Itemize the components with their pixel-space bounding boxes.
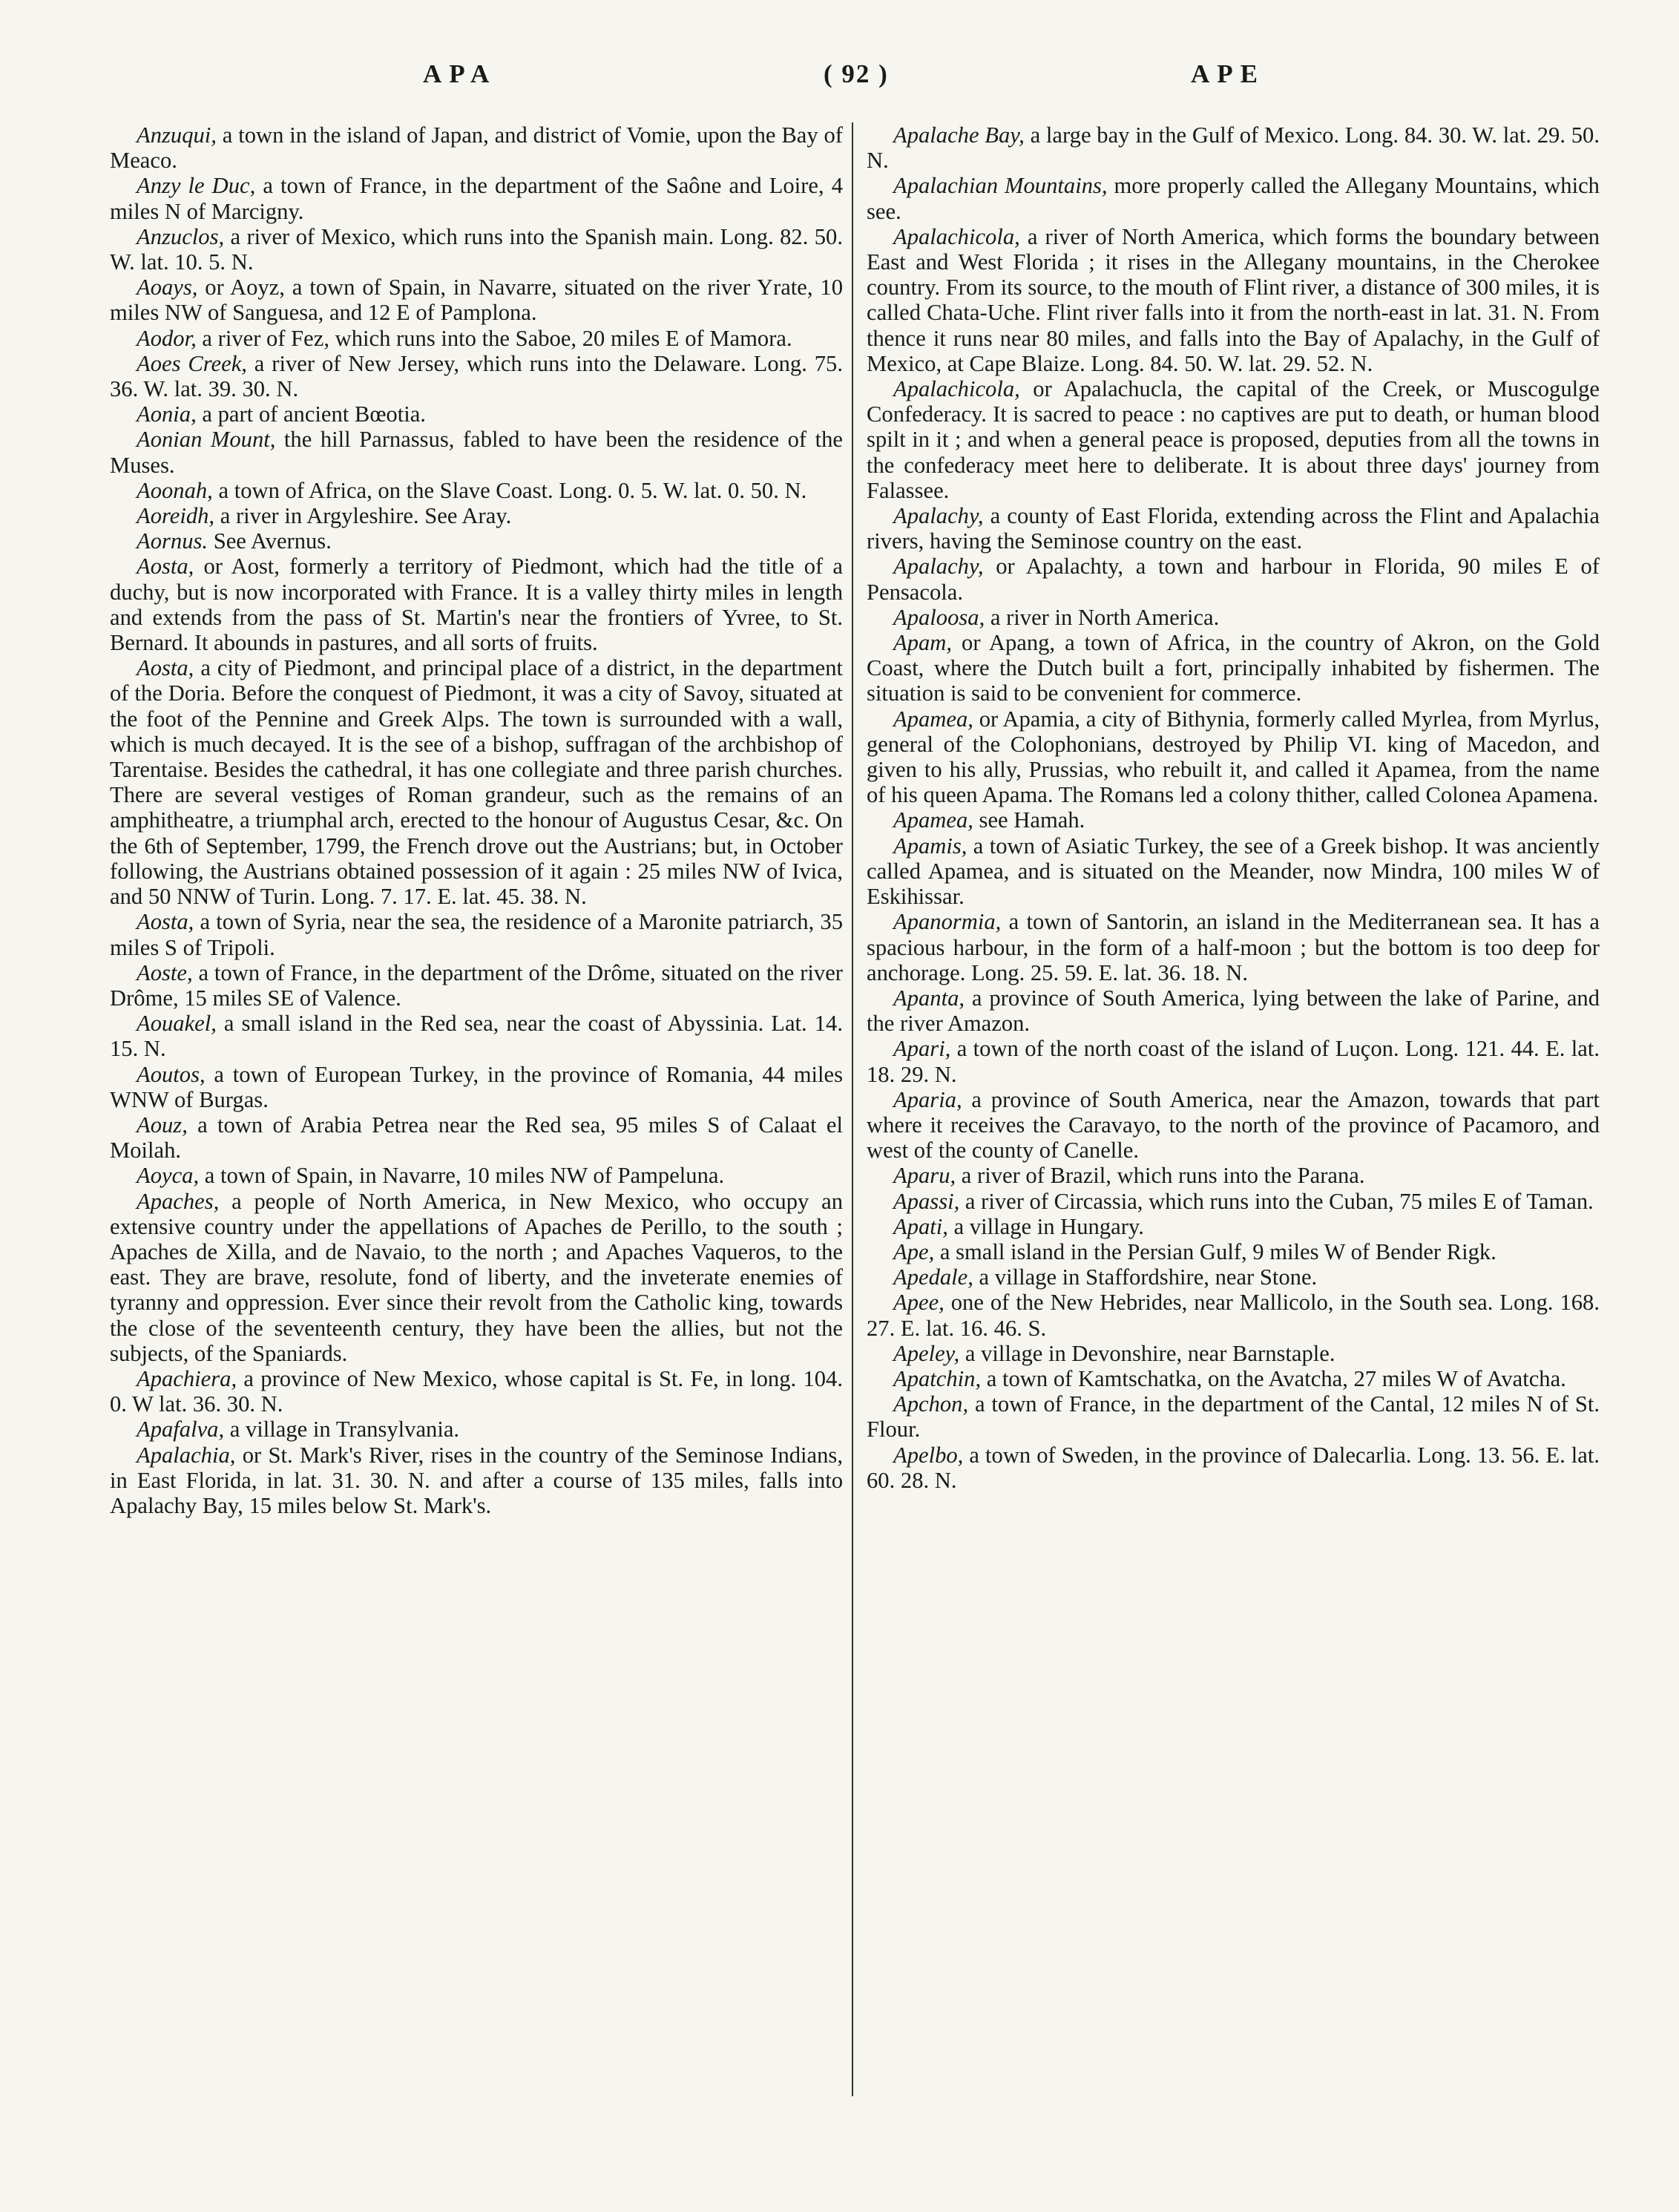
dictionary-entry [110, 401, 843, 427]
dictionary-entry [867, 122, 1600, 173]
dictionary-entry [110, 655, 843, 909]
entry-text: a river of Fez, which runs into the Saboe, 20 miles E of Mamora. [196, 325, 792, 351]
entry-text: a town of France, in the department of the Saône and Loire, 4 miles N of Marcigny. [110, 173, 843, 224]
dictionary-entry [867, 503, 1600, 554]
left-column [110, 122, 843, 1518]
entry-text: a town of France, in the department of the Cantal, 12 miles N of St. Flour. [867, 1391, 1600, 1443]
entry-headword: Apam, [893, 630, 953, 656]
entry-text: a town of Spain, in Navarre, 10 miles NW of Pampeluna. [199, 1163, 725, 1189]
entry-headword: Apari, [893, 1036, 951, 1062]
dictionary-entry [110, 503, 843, 528]
entry-text: a town of France, in the department of the Drôme, situated on the river Drôme, 15 miles SE of Valence. [110, 959, 843, 1011]
entry-text: a small island in the Persian Gulf, 9 miles W of Bender Rigk. [934, 1238, 1496, 1264]
entry-text: a province of South America, near the Amazon, towards that part where it receives the Caravayo, to the north of the province of Pacamoro, and west of the county of Canelle. [867, 1086, 1600, 1164]
dictionary-entry [867, 224, 1600, 376]
entry-headword: Aoes Creek, [137, 350, 247, 376]
dictionary-entry [110, 122, 843, 173]
dictionary-entry [110, 528, 843, 554]
entry-headword: Apelbo, [893, 1442, 964, 1468]
dictionary-entry [110, 1443, 843, 1519]
entry-text: a province of New Mexico, whose capital is St. Fe, in long. 104. 0. W lat. 36. 30. N. [110, 1365, 843, 1417]
dictionary-entry [110, 326, 843, 351]
entry-headword: Aonia, [137, 401, 197, 427]
entry-headword: Aoreidh, [137, 503, 215, 529]
entry-headword: Aparu, [893, 1163, 956, 1189]
entry-headword: Aoyca, [137, 1163, 200, 1189]
dictionary-entry [867, 807, 1600, 833]
entry-text: a town of Kamtschatka, on the Avatcha, 27 miles W of Avatcha. [981, 1365, 1566, 1391]
entry-text: a village in Staffordshire, near Stone. [973, 1264, 1318, 1290]
entry-text: a river of New Jersey, which runs into the Delaware. Long. 75. 36. W. lat. 39. 30. N. [110, 350, 843, 402]
entry-text: see Hamah. [973, 807, 1085, 833]
dictionary-entry [110, 275, 843, 325]
entry-headword: Aosta, [137, 909, 194, 935]
entry-text: a town of Syria, near the sea, the residence of a Maronite patriarch, 35 miles S of Tripoli. [110, 909, 843, 960]
entry-headword: Apaloosa, [893, 604, 985, 630]
entry-headword: Apanormia, [893, 909, 1002, 935]
entry-text: a large bay in the Gulf of Mexico. Long. 84. 30. W. lat. 29. 50. N. [867, 122, 1600, 174]
entry-text: See Avernus. [208, 528, 332, 554]
page-number: ( 92 ) [824, 59, 889, 88]
entry-headword: Apamea, [893, 706, 973, 732]
entry-text: more properly called the Allegany Mountains, which see. [867, 173, 1600, 224]
dictionary-entry [867, 554, 1600, 604]
dictionary-entry [110, 909, 843, 959]
entry-text: a town of Santorin, an island in the Mediterranean sea. It has a spacious harbour, in the form of a half-moon ; but the bottom is too deep for anchorage. Long. 25. 59. E. lat. 36. 18. N. [867, 909, 1600, 985]
dictionary-entry [110, 554, 843, 655]
dictionary-entry [110, 1062, 843, 1112]
entry-text: or Apalachucla, the capital of the Creek, or Muscogulge Confederacy. It is sacred to peace : no captives are put to death, or human blood spilt in it ; and when a general peace is proposed, deputies from all the towns in the confederacy meet here to deliberate. It is about three days' journey from Falassee. [867, 376, 1600, 503]
right-column [867, 122, 1600, 1493]
entry-headword: Anzy le Duc, [137, 173, 256, 199]
entry-headword: Apalachicola, [893, 223, 1020, 249]
entry-text: a river of Circassia, which runs into the Cuban, 75 miles E of Taman. [959, 1188, 1594, 1214]
entry-text: a river of North America, which forms the boundary between East and West Florida ; it rises in the Allegany mountains, in the Cherokee country. From its source, to the mouth of Flint river, a distance of 300 miles, it is called Chata-Uche. Flint river falls into it from the north-east in lat. 31. N. From thence it runs near 80 miles, and falls into the Bay of Apalachy, in the Gulf of Mexico, at Cape Blaize. Long. 84. 50. W. lat. 29. 52. N. [867, 223, 1600, 376]
dictionary-entry [867, 173, 1600, 223]
entry-text: a part of ancient Bœotia. [196, 401, 426, 427]
entry-text: a river of Mexico, which runs into the Spanish main. Long. 82. 50. W. lat. 10. 5. N. [110, 223, 843, 275]
dictionary-entry [867, 1214, 1600, 1239]
entry-headword: Apanta, [893, 985, 965, 1011]
entry-text: or St. Mark's River, rises in the country of the Seminose Indians, in East Florida, in lat. 31. 30. N. and after a course of 135 miles, falls into Apalachy Bay, 15 miles below St. Mark's. [110, 1442, 843, 1518]
entry-headword: Aosta, [137, 655, 194, 681]
running-head-left: APA [423, 59, 497, 88]
entry-headword: Anzuqui, [137, 122, 217, 148]
dictionary-entry [867, 1290, 1600, 1340]
dictionary-entry [867, 706, 1600, 808]
entry-text: or Apalachty, a town and harbour in Florida, 90 miles E of Pensacola. [867, 554, 1600, 605]
entry-headword: Apalachicola, [893, 376, 1020, 402]
dictionary-entry [867, 1163, 1600, 1188]
entry-headword: Apalachia, [137, 1442, 236, 1468]
dictionary-entry [110, 1112, 843, 1163]
dictionary-entry [867, 1366, 1600, 1391]
entry-headword: Aouz, [137, 1112, 188, 1138]
entry-text: a river of Brazil, which runs into the Parana. [956, 1163, 1365, 1189]
dictionary-entry [110, 478, 843, 503]
column-divider [852, 122, 853, 2096]
entry-headword: Apchon, [893, 1391, 969, 1417]
dictionary-entry [110, 1011, 843, 1061]
entry-text: a province of South America, lying between the lake of Parine, and the river Amazon. [867, 985, 1600, 1037]
entry-text: a town in the island of Japan, and district of Vomie, upon the Bay of Meaco. [110, 122, 843, 174]
entry-headword: Aonian Mount, [137, 427, 276, 453]
entry-text: or Aoyz, a town of Spain, in Navarre, situated on the river Yrate, 10 miles NW of Sanguesa, and 12 E of Pamplona. [110, 275, 843, 326]
dictionary-entry [867, 1443, 1600, 1493]
entry-headword: Apatchin, [893, 1365, 982, 1391]
entry-headword: Apalachy, [893, 503, 984, 529]
entry-headword: Aornus. [137, 528, 208, 554]
entry-headword: Apalachian Mountains, [893, 173, 1108, 199]
entry-text: or Apamia, a city of Bithynia, formerly called Myrlea, from Myrlus, general of the Colophonians, destroyed by Philip VI. king of Macedon, and given to his ally, Prussias, who rebuilt it, and called it Apamea, from the name of his queen Apama. The Romans led a colony thither, called Colonea Apamena. [867, 706, 1600, 808]
dictionary-entry [867, 376, 1600, 503]
dictionary-entry [110, 224, 843, 275]
dictionary-entry [867, 1341, 1600, 1366]
dictionary-entry [110, 1189, 843, 1366]
entry-headword: Aodor, [137, 325, 197, 351]
dictionary-entry [867, 630, 1600, 706]
entry-headword: Apassi, [893, 1188, 960, 1214]
entry-headword: Apaches, [137, 1188, 220, 1214]
entry-text: one of the New Hebrides, near Mallicolo, in the South sea. Long. 168. 27. E. lat. 16. 46. S. [867, 1290, 1600, 1341]
entry-headword: Apachiera, [137, 1365, 237, 1391]
dictionary-entry [867, 1087, 1600, 1164]
entry-headword: Aoays, [137, 275, 198, 301]
entry-headword: Aparia, [893, 1086, 962, 1112]
entry-text: a river in North America. [985, 604, 1220, 630]
dictionary-entry [110, 1163, 843, 1188]
entry-text: a town of Sweden, in the province of Dalecarlia. Long. 13. 56. E. lat. 60. 28. N. [867, 1442, 1600, 1493]
dictionary-entry [110, 1417, 843, 1442]
entry-headword: Aouakel, [137, 1011, 217, 1037]
running-head-right: APE [1191, 59, 1265, 88]
entry-text: a town of Arabia Petrea near the Red sea, 95 miles S of Calaat el Moilah. [110, 1112, 843, 1164]
entry-headword: Aoutos, [137, 1061, 206, 1087]
dictionary-entry [110, 351, 843, 401]
dictionary-entry [867, 605, 1600, 630]
dictionary-entry [867, 1189, 1600, 1214]
entry-headword: Apedale, [893, 1264, 973, 1290]
entry-text: the hill Parnassus, fabled to have been the residence of the Muses. [110, 427, 843, 478]
entry-text: or Aost, formerly a territory of Piedmont, which had the title of a duchy, but is now incorporated with France. It is a valley thirty miles in length and extends from the pass of St. Martin's near the frontiers of Yvree, to St. Bernard. It abounds in pastures, and all sorts of fruits. [110, 554, 843, 656]
entry-text: a river in Argyleshire. See Aray. [214, 503, 512, 529]
dictionary-entry [110, 427, 843, 477]
entry-text: a town of Asiatic Turkey, the see of a Greek bishop. It was anciently called Apamea, and is situated on the Meander, now Mindra, 100 miles W of Eskihissar. [867, 833, 1600, 910]
entry-text: a small island in the Red sea, near the coast of Abyssinia. Lat. 14. 15. N. [110, 1011, 843, 1062]
dictionary-entry [110, 960, 843, 1011]
dictionary-entry [110, 1366, 843, 1417]
entry-headword: Apalache Bay, [893, 122, 1025, 148]
entry-headword: Aoonah, [137, 477, 213, 503]
entry-headword: Aoste, [137, 959, 193, 985]
dictionary-entry [110, 173, 843, 223]
entry-text: a county of East Florida, extending across the Flint and Apalachia rivers, having the Seminose country on the east. [867, 503, 1600, 554]
entry-headword: Apamea, [893, 807, 973, 833]
dictionary-entry [867, 1391, 1600, 1442]
entry-headword: Apati, [893, 1213, 948, 1239]
entry-headword: Ape, [893, 1238, 935, 1264]
dictionary-entry [867, 1036, 1600, 1086]
entry-headword: Anzuclos, [137, 223, 225, 249]
entry-text: a city of Piedmont, and principal place of a district, in the department of the Doria. Before the conquest of Piedmont, it was a city of Savoy, situated at the foot of the Pennine and Greek Alps. The town is surrounded with a wall, which is much decayed. It is the see of a bishop, suffragan of the archbishop of Tarentaise. Besides the cathedral, it has one collegiate and three parish churches. There are several vestiges of Roman grandeur, such as the remains of an amphitheatre, a triumphal arch, erected to the honour of Augustus Cesar, &c. On the 6th of September, 1799, the French drove out the Austrians; but, in October following, the Austrians obtained possession of it again : 25 miles NW of Ivica, and 50 NNW of Turin. Long. 7. 17. E. lat. 45. 38. N. [110, 655, 843, 910]
entry-text: a village in Hungary. [947, 1213, 1144, 1239]
dictionary-entry [867, 833, 1600, 910]
entry-text: or Apang, a town of Africa, in the country of Akron, on the Gold Coast, where the Dutch built a fort, principally inhabited by fishermen. The situation is said to be convenient for commerce. [867, 630, 1600, 706]
dictionary-entry [867, 909, 1600, 985]
entry-headword: Apamis, [893, 833, 967, 859]
entry-text: a people of North America, in New Mexico, who occupy an extensive country under the appellations of Apaches de Perillo, to the south ; Apaches de Xilla, and de Navaio, to the north ; and Apaches Vaqueros, to the east. They are brave, resolute, fond of liberty, and the inveterate enemies of tyranny and oppression. Ever since their revolt from the Catholic king, towards the close of the seventeenth century, they have been the allies, but not the subjects, of the Spaniards. [110, 1188, 843, 1366]
entry-headword: Apeley, [893, 1340, 960, 1366]
entry-headword: Apee, [893, 1290, 944, 1316]
dictionary-entry [867, 985, 1600, 1036]
entry-headword: Apalachy, [893, 554, 984, 580]
dictionary-entry [867, 1264, 1600, 1290]
entry-text: a town of the north coast of the island of Luçon. Long. 121. 44. E. lat. 18. 29. N. [867, 1036, 1600, 1087]
entry-text: a village in Transylvania. [224, 1417, 460, 1443]
entry-text: a town of Africa, on the Slave Coast. Long. 0. 5. W. lat. 0. 50. N. [212, 477, 807, 503]
dictionary-entry [867, 1239, 1600, 1264]
entry-text: a village in Devonshire, near Barnstaple. [959, 1340, 1335, 1366]
entry-headword: Apafalva, [137, 1417, 225, 1443]
entry-text: a town of European Turkey, in the province of Romania, 44 miles WNW of Burgas. [110, 1061, 843, 1112]
entry-headword: Aosta, [137, 554, 194, 580]
